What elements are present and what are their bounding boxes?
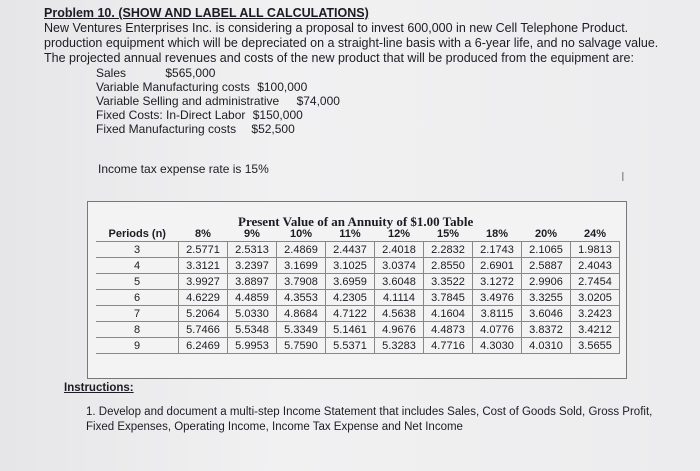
rate-header: 10% — [289, 227, 313, 240]
table-row — [96, 242, 620, 258]
rate-header: 15% — [436, 227, 460, 240]
item-value: $150,000 — [252, 108, 303, 122]
instruction-item-1 — [86, 405, 684, 435]
pv-value-cell: 4.4859 — [228, 290, 277, 306]
pv-value-cell: 2.5313 — [228, 242, 277, 258]
pv-value-cell: 3.6048 — [375, 274, 424, 290]
instruction-line-2: Fixed Expenses, Operating Income, Income Tax Expense and Net Income — [86, 421, 463, 433]
pv-value-cell: 2.4018 — [375, 242, 424, 258]
item-sales — [96, 66, 684, 80]
pv-value-cell: 2.8550 — [424, 258, 473, 274]
pv-value-cell: 3.1699 — [277, 258, 326, 274]
text-cursor-icon: I — [621, 169, 625, 184]
pv-value-cell: 3.4976 — [473, 290, 522, 306]
pv-value-cell: 2.1743 — [473, 242, 522, 258]
item-fixed-indirect-labor — [96, 108, 684, 122]
table-row — [96, 338, 620, 354]
period-cell: 8 — [96, 322, 179, 338]
rate-header: 11% — [339, 227, 361, 240]
item-value: $52,500 — [251, 122, 295, 136]
pv-value-cell: 2.5771 — [179, 242, 228, 258]
pv-value-cell: 4.5638 — [375, 306, 424, 322]
item-label: Variable Selling and administrative — [96, 94, 280, 108]
pv-value-cell: 3.1272 — [473, 274, 522, 290]
pv-value-cell: 3.5655 — [571, 338, 620, 354]
pv-value-cell: 5.7466 — [179, 322, 228, 338]
pv-value-cell: 2.9906 — [522, 274, 571, 290]
pv-value-cell: 5.5371 — [326, 338, 375, 354]
pv-value-cell: 4.7122 — [326, 306, 375, 322]
pv-value-cell: 5.2064 — [179, 306, 228, 322]
problem-line-3: The projected annual revenues and costs of the new product that will be produced from the equipment are: — [44, 51, 634, 65]
pv-value-cell: 5.1461 — [326, 322, 375, 338]
problem-statement — [44, 6, 684, 136]
rate-header: 12% — [387, 227, 411, 240]
pv-value-cell: 3.8372 — [522, 322, 571, 338]
pv-value-cell: 2.7454 — [571, 274, 620, 290]
rate-header: 24% — [583, 227, 607, 240]
rate-header: 8% — [195, 227, 211, 240]
pv-value-cell: 3.3255 — [522, 290, 571, 306]
item-label: Sales — [96, 66, 127, 80]
pv-value-cell: 4.0776 — [473, 322, 522, 338]
pv-value-cell: 2.4437 — [326, 242, 375, 258]
pv-value-cell: 4.3553 — [277, 290, 326, 306]
instructions-section — [64, 381, 684, 435]
pv-value-cell: 5.3283 — [375, 338, 424, 354]
pv-value-cell: 2.4869 — [277, 242, 326, 258]
period-cell: 7 — [96, 306, 179, 322]
pv-value-cell: 4.8684 — [277, 306, 326, 322]
pv-value-cell: 4.6229 — [179, 290, 228, 306]
item-label: Variable Manufacturing costs — [96, 80, 250, 94]
pv-value-cell: 2.1065 — [522, 242, 571, 258]
pv-value-cell: 5.5348 — [228, 322, 277, 338]
pv-value-cell: 2.6901 — [473, 258, 522, 274]
pv-value-cell: 3.0205 — [571, 290, 620, 306]
pv-value-cell: 5.9953 — [228, 338, 277, 354]
pv-value-cell: 3.8897 — [228, 274, 277, 290]
pv-value-cell: 3.8115 — [473, 306, 522, 322]
pv-value-cell: 4.0310 — [522, 338, 571, 354]
pv-value-cell: 3.1025 — [326, 258, 375, 274]
table-body — [96, 242, 620, 354]
pv-value-cell: 4.9676 — [375, 322, 424, 338]
item-variable-selling — [96, 94, 684, 108]
pv-value-cell: 4.1114 — [375, 290, 424, 306]
rate-header: 20% — [534, 227, 558, 240]
table-row — [96, 258, 620, 274]
item-value: $100,000 — [257, 80, 308, 94]
item-value: $74,000 — [296, 94, 340, 108]
pv-value-cell: 5.3349 — [277, 322, 326, 338]
pv-value-cell: 5.0330 — [228, 306, 277, 322]
cost-items-list — [96, 66, 684, 136]
pv-value-cell: 4.7716 — [424, 338, 473, 354]
pv-value-cell: 3.7845 — [424, 290, 473, 306]
pv-value-cell: 3.9927 — [179, 274, 228, 290]
table-row — [96, 274, 620, 290]
pv-table-grid — [96, 226, 620, 354]
period-cell: 9 — [96, 338, 179, 354]
pv-value-cell: 3.2397 — [228, 258, 277, 274]
table-row — [96, 290, 620, 306]
pv-value-cell: 6.2469 — [179, 338, 228, 354]
pv-value-cell: 3.0374 — [375, 258, 424, 274]
item-variable-manufacturing — [96, 80, 684, 94]
pv-value-cell: 3.3121 — [179, 258, 228, 274]
item-label: Fixed Costs: In-Direct Labor — [96, 108, 246, 122]
pv-value-cell: 2.4043 — [571, 258, 620, 274]
problem-line-2: production equipment which will be depreciated on a straight-line basis with a 6-year life, and no salvage value. — [44, 36, 659, 50]
pv-value-cell: 1.9813 — [571, 242, 620, 258]
pv-value-cell: 2.2832 — [424, 242, 473, 258]
instruction-line-1: 1. Develop and document a multi-step Income Statement that includes Sales, Cost of Goods Sold, Gross Profit, — [86, 406, 653, 418]
instructions-title: Instructions: — [64, 382, 134, 394]
pv-value-cell: 3.2423 — [571, 306, 620, 322]
rate-header: 18% — [485, 227, 509, 240]
pv-value-cell: 3.6046 — [522, 306, 571, 322]
table-row — [96, 322, 620, 338]
period-cell: 3 — [96, 242, 179, 258]
period-cell: 4 — [96, 258, 179, 274]
pv-value-cell: 4.3030 — [473, 338, 522, 354]
pv-value-cell: 4.4873 — [424, 322, 473, 338]
table-header-row — [96, 226, 620, 242]
pv-value-cell: 4.1604 — [424, 306, 473, 322]
item-label: Fixed Manufacturing costs — [96, 122, 237, 136]
pv-value-cell: 3.7908 — [277, 274, 326, 290]
item-fixed-manufacturing — [96, 122, 684, 136]
table-row — [96, 306, 620, 322]
period-header: Periods (n) — [108, 227, 166, 240]
pv-value-cell: 3.6959 — [326, 274, 375, 290]
pv-value-cell: 4.2305 — [326, 290, 375, 306]
item-value: $565,000 — [165, 66, 216, 80]
period-cell: 5 — [96, 274, 179, 290]
tax-rate-text: Income tax expense rate is 15% — [98, 162, 269, 176]
pv-value-cell: 3.4212 — [571, 322, 620, 338]
pv-value-cell: 2.5887 — [522, 258, 571, 274]
pv-value-cell: 3.3522 — [424, 274, 473, 290]
pv-annuity-table — [87, 201, 627, 379]
rate-header: 9% — [244, 227, 260, 240]
table-title: Present Value of an Annuity of $1.00 Table — [238, 214, 474, 229]
period-cell: 6 — [96, 290, 179, 306]
problem-line-1: New Ventures Enterprises Inc. is considering a proposal to invest 600,000 in new Cell Telephone Product. — [44, 21, 629, 35]
problem-title: Problem 10. (SHOW AND LABEL ALL CALCULATIONS) — [44, 6, 369, 20]
pv-value-cell: 5.7590 — [277, 338, 326, 354]
